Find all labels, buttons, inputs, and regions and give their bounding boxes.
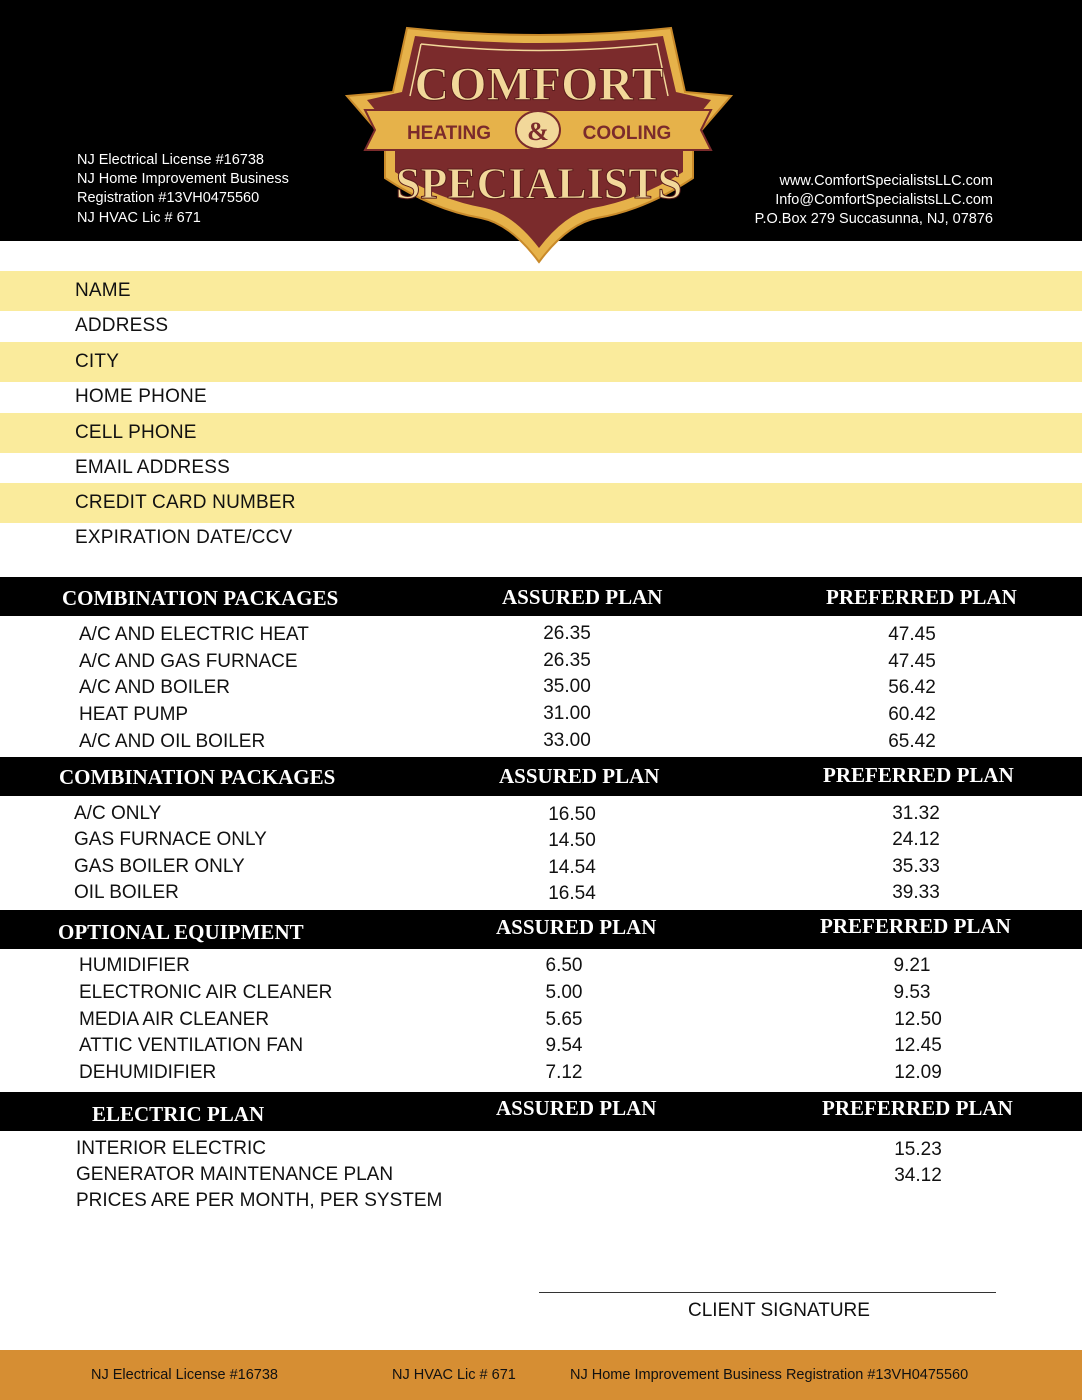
preferred-price: 47.45: [888, 624, 936, 645]
preferred-price: 34.12: [894, 1165, 942, 1186]
field-label: ADDRESS: [75, 315, 169, 336]
preferred-price: 31.32: [892, 803, 940, 824]
field-label: CELL PHONE: [75, 422, 197, 443]
preferred-price: 35.33: [892, 856, 940, 877]
assured-price: 5.00: [545, 982, 583, 1003]
company-logo: [345, 20, 733, 265]
plan-item-name: DEHUMIDIFIER: [79, 1062, 217, 1083]
plan-item-name: OIL BOILER: [74, 882, 179, 903]
license-info: [77, 151, 289, 228]
assured-price: 16.54: [548, 883, 596, 904]
column-assured-plan: ASSURED PLAN: [496, 915, 657, 939]
section-title: OPTIONAL EQUIPMENT: [58, 920, 304, 944]
form-row-email[interactable]: [0, 448, 1082, 488]
footer-home-improvement-registration: NJ Home Improvement Business Registration #13VH0475560: [570, 1367, 969, 1383]
section-header-combination-packages: [0, 577, 1082, 616]
logo-ampersand-text: &: [527, 117, 549, 146]
license-line: NJ Electrical License #16738: [77, 152, 264, 168]
column-preferred-plan: PREFERRED PLAN: [820, 914, 1011, 938]
assured-price: 7.12: [545, 1062, 583, 1083]
assured-price: 14.54: [548, 857, 596, 878]
assured-price: 9.54: [545, 1035, 583, 1056]
contact-info: [755, 172, 993, 230]
column-preferred-plan: PREFERRED PLAN: [826, 585, 1017, 609]
section-header-optional-equipment: [0, 910, 1082, 949]
column-preferred-plan: PREFERRED PLAN: [822, 1096, 1013, 1120]
preferred-price: 12.09: [894, 1062, 942, 1083]
pricing-note: PRICES ARE PER MONTH, PER SYSTEM: [76, 1190, 443, 1211]
logo-comfort-text: COMFORT: [414, 58, 664, 111]
plan-item-name: GAS FURNACE ONLY: [74, 829, 267, 850]
plan-item-name: INTERIOR ELECTRIC: [76, 1138, 267, 1159]
field-label: HOME PHONE: [75, 386, 207, 407]
address-text: P.O.Box 279 Succasunna, NJ, 07876: [754, 211, 993, 228]
plan-item-name: A/C AND ELECTRIC HEAT: [79, 624, 309, 645]
preferred-price: 65.42: [888, 731, 936, 752]
preferred-price: 9.21: [893, 955, 931, 976]
footer-hvac-license: NJ HVAC Lic # 671: [392, 1367, 516, 1383]
preferred-price: 60.42: [888, 704, 936, 725]
plan-item-name: ATTIC VENTILATION FAN: [79, 1035, 304, 1056]
form-row-expiration[interactable]: [0, 518, 1082, 558]
preferred-price: 39.33: [892, 882, 940, 903]
signature-label: CLIENT SIGNATURE: [688, 1300, 870, 1321]
section-header-combination-packages: [0, 757, 1082, 796]
field-label: CREDIT CARD NUMBER: [75, 492, 296, 513]
assured-price: 5.65: [545, 1009, 583, 1030]
section-title: COMBINATION PACKAGES: [59, 765, 336, 789]
plan-item-name: A/C ONLY: [74, 803, 162, 824]
license-line: NJ HVAC Lic # 671: [77, 209, 201, 226]
assured-price: 33.00: [543, 730, 591, 751]
column-assured-plan: ASSURED PLAN: [502, 585, 663, 609]
footer-electrical-license: NJ Electrical License #16738: [91, 1367, 278, 1383]
assured-price: 16.50: [548, 804, 596, 825]
form-row-credit-card[interactable]: [0, 483, 1082, 523]
field-label: NAME: [75, 280, 131, 301]
assured-price: 26.35: [543, 623, 591, 644]
preferred-price: 12.45: [894, 1035, 942, 1056]
assured-price: 31.00: [543, 703, 591, 724]
plan-item-name: A/C AND OIL BOILER: [79, 731, 266, 752]
section-title: ELECTRIC PLAN: [92, 1102, 265, 1126]
license-line: NJ Home Improvement Business: [77, 171, 289, 188]
section-title: COMBINATION PACKAGES: [62, 586, 339, 610]
footer-bar: [0, 1350, 1082, 1400]
field-label: EXPIRATION DATE/CCV: [75, 527, 293, 548]
plan-item-name: A/C AND GAS FURNACE: [79, 651, 298, 672]
logo-heating-text: HEATING: [406, 123, 492, 144]
preferred-price: 56.42: [888, 677, 936, 698]
website-text: www.ComfortSpecialistsLLC.com: [779, 173, 993, 189]
preferred-price: 9.53: [893, 982, 931, 1003]
assured-price: 26.35: [543, 650, 591, 671]
email-text: Info@ComfortSpecialistsLLC.com: [775, 192, 993, 209]
assured-price: 14.50: [548, 830, 596, 851]
plan-item-name: HEAT PUMP: [79, 704, 189, 725]
form-row-home-phone[interactable]: [0, 377, 1082, 417]
logo-cooling-text: COOLING: [582, 123, 672, 144]
signature-line[interactable]: [539, 1292, 996, 1293]
plan-item-name: ELECTRONIC AIR CLEANER: [79, 982, 333, 1003]
field-label: EMAIL ADDRESS: [75, 457, 230, 478]
plan-item-name: MEDIA AIR CLEANER: [79, 1009, 270, 1030]
preferred-price: 15.23: [894, 1139, 942, 1160]
column-assured-plan: ASSURED PLAN: [496, 1096, 657, 1120]
section-header-electric-plan: [0, 1092, 1082, 1131]
column-assured-plan: ASSURED PLAN: [499, 764, 660, 788]
assured-price: 6.50: [545, 955, 583, 976]
preferred-price: 47.45: [888, 651, 936, 672]
assured-price: 35.00: [543, 676, 591, 697]
preferred-price: 24.12: [892, 829, 940, 850]
plan-item-name: HUMIDIFIER: [79, 955, 190, 976]
field-label: CITY: [75, 351, 120, 372]
plan-item-name: GENERATOR MAINTENANCE PLAN: [76, 1164, 394, 1185]
license-line: Registration #13VH0475560: [77, 190, 260, 207]
form-row-cell-phone[interactable]: [0, 413, 1082, 453]
form-row-city[interactable]: [0, 342, 1082, 382]
form-row-name[interactable]: [0, 271, 1082, 311]
plan-item-name: GAS BOILER ONLY: [74, 856, 245, 877]
preferred-price: 12.50: [894, 1009, 942, 1030]
plan-item-name: A/C AND BOILER: [79, 677, 230, 698]
logo-specialists-text: SPECIALISTS: [395, 159, 683, 208]
column-preferred-plan: PREFERRED PLAN: [823, 763, 1014, 787]
form-row-address[interactable]: [0, 306, 1082, 346]
